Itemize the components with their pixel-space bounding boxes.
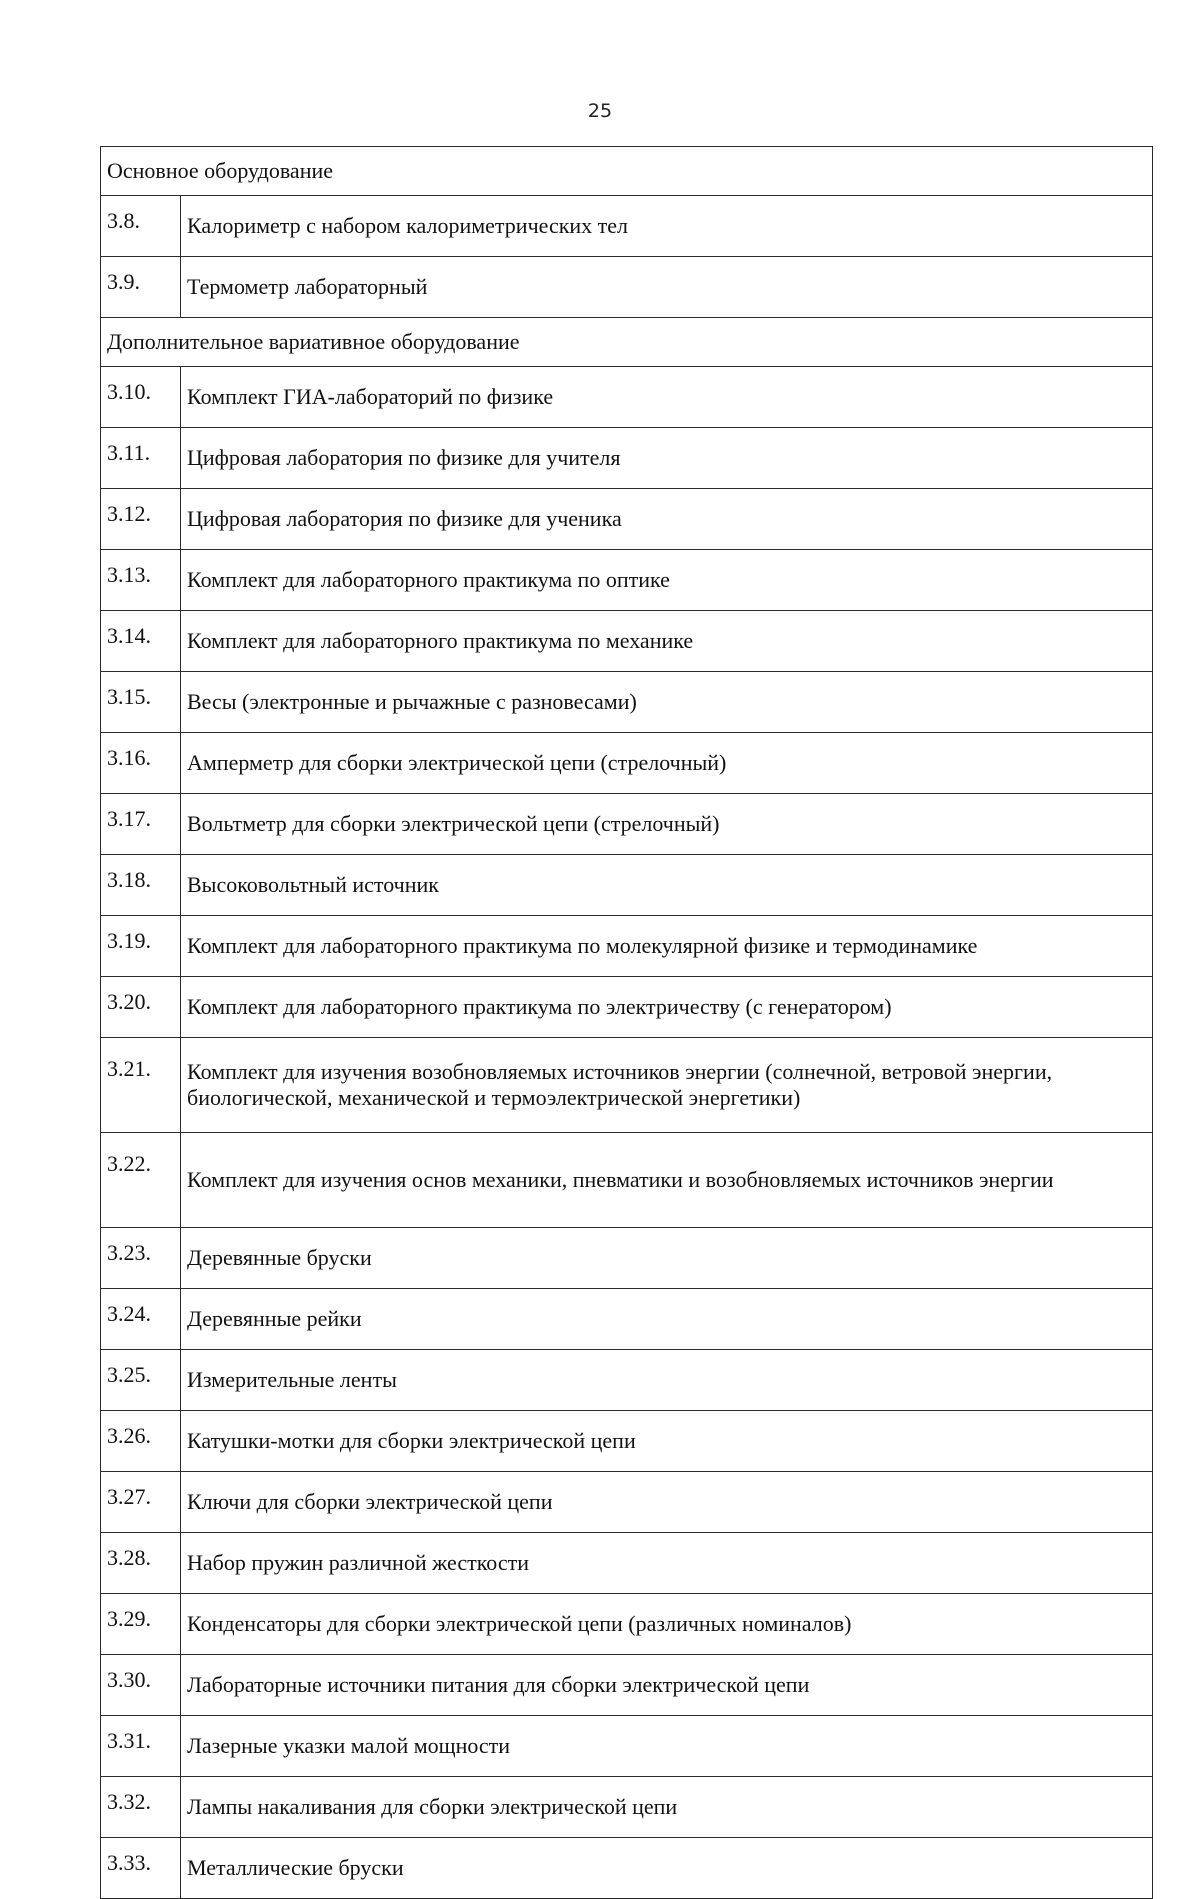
item-number: 3.20. <box>101 977 181 1038</box>
item-number: 3.32. <box>101 1777 181 1838</box>
item-name: Комплект для лабораторного практикума по механике <box>181 611 1153 672</box>
table-row <box>101 1838 1153 1899</box>
table-row <box>101 1655 1153 1716</box>
section-header: Дополнительное вариативное оборудование <box>101 318 1153 367</box>
section-header-row <box>101 318 1153 367</box>
table-row <box>101 855 1153 916</box>
item-name: Калориметр с набором калориметрических тел <box>181 196 1153 257</box>
item-number: 3.9. <box>101 257 181 318</box>
item-number: 3.29. <box>101 1594 181 1655</box>
item-number: 3.10. <box>101 367 181 428</box>
item-name: Катушки-мотки для сборки электрической цепи <box>181 1411 1153 1472</box>
table-row <box>101 428 1153 489</box>
equipment-table <box>100 146 1153 1899</box>
item-name: Весы (электронные и рычажные с разновесами) <box>181 672 1153 733</box>
table-row <box>101 1716 1153 1777</box>
item-name: Лабораторные источники питания для сборки электрической цепи <box>181 1655 1153 1716</box>
item-number: 3.26. <box>101 1411 181 1472</box>
item-number: 3.21. <box>101 1038 181 1133</box>
item-name: Комплект для изучения основ механики, пневматики и возобновляемых источников энергии <box>181 1133 1153 1228</box>
item-number: 3.23. <box>101 1228 181 1289</box>
table-row <box>101 1350 1153 1411</box>
item-number: 3.12. <box>101 489 181 550</box>
table-row <box>101 489 1153 550</box>
item-name: Комплект для лабораторного практикума по молекулярной физике и термодинамике <box>181 916 1153 977</box>
item-name: Вольтметр для сборки электрической цепи (стрелочный) <box>181 794 1153 855</box>
item-name: Высоковольтный источник <box>181 855 1153 916</box>
item-name: Цифровая лаборатория по физике для ученика <box>181 489 1153 550</box>
table-row <box>101 794 1153 855</box>
table-row <box>101 672 1153 733</box>
item-number: 3.8. <box>101 196 181 257</box>
item-number: 3.22. <box>101 1133 181 1228</box>
item-name: Комплект для изучения возобновляемых источников энергии (солнечной, ветровой энергии, биологической, механической и термоэлектрической энергетики) <box>181 1038 1153 1133</box>
table-row <box>101 1594 1153 1655</box>
item-number: 3.18. <box>101 855 181 916</box>
table-row <box>101 1533 1153 1594</box>
table-row <box>101 733 1153 794</box>
item-number: 3.31. <box>101 1716 181 1777</box>
item-number: 3.27. <box>101 1472 181 1533</box>
table-row <box>101 1228 1153 1289</box>
item-number: 3.33. <box>101 1838 181 1899</box>
item-name: Ключи для сборки электрической цепи <box>181 1472 1153 1533</box>
item-name: Комплект для лабораторного практикума по оптике <box>181 550 1153 611</box>
table-row <box>101 1289 1153 1350</box>
item-number: 3.13. <box>101 550 181 611</box>
item-name: Набор пружин различной жесткости <box>181 1533 1153 1594</box>
item-number: 3.15. <box>101 672 181 733</box>
table-row <box>101 1038 1153 1133</box>
item-number: 3.16. <box>101 733 181 794</box>
item-name: Измерительные ленты <box>181 1350 1153 1411</box>
item-name: Деревянные бруски <box>181 1228 1153 1289</box>
table-row <box>101 1777 1153 1838</box>
table-row <box>101 1411 1153 1472</box>
item-number: 3.19. <box>101 916 181 977</box>
table-row <box>101 257 1153 318</box>
table-row <box>101 1133 1153 1228</box>
table-row <box>101 916 1153 977</box>
item-number: 3.14. <box>101 611 181 672</box>
item-name: Термометр лабораторный <box>181 257 1153 318</box>
item-number: 3.28. <box>101 1533 181 1594</box>
table-row <box>101 1472 1153 1533</box>
page-number: 25 <box>587 100 613 122</box>
section-header: Основное оборудование <box>101 147 1153 196</box>
table-row <box>101 550 1153 611</box>
item-number: 3.11. <box>101 428 181 489</box>
item-name: Деревянные рейки <box>181 1289 1153 1350</box>
item-name: Цифровая лаборатория по физике для учителя <box>181 428 1153 489</box>
item-number: 3.17. <box>101 794 181 855</box>
table-row <box>101 977 1153 1038</box>
item-number: 3.25. <box>101 1350 181 1411</box>
equipment-table-body <box>101 147 1153 1899</box>
table-row <box>101 611 1153 672</box>
item-name: Металлические бруски <box>181 1838 1153 1899</box>
item-name: Комплект для лабораторного практикума по электричеству (с генератором) <box>181 977 1153 1038</box>
item-name: Лазерные указки малой мощности <box>181 1716 1153 1777</box>
item-number: 3.30. <box>101 1655 181 1716</box>
item-name: Амперметр для сборки электрической цепи (стрелочный) <box>181 733 1153 794</box>
item-name: Комплект ГИА-лабораторий по физике <box>181 367 1153 428</box>
item-name: Лампы накаливания для сборки электрической цепи <box>181 1777 1153 1838</box>
item-number: 3.24. <box>101 1289 181 1350</box>
item-name: Конденсаторы для сборки электрической цепи (различных номиналов) <box>181 1594 1153 1655</box>
table-row <box>101 196 1153 257</box>
table-row <box>101 367 1153 428</box>
section-header-row <box>101 147 1153 196</box>
